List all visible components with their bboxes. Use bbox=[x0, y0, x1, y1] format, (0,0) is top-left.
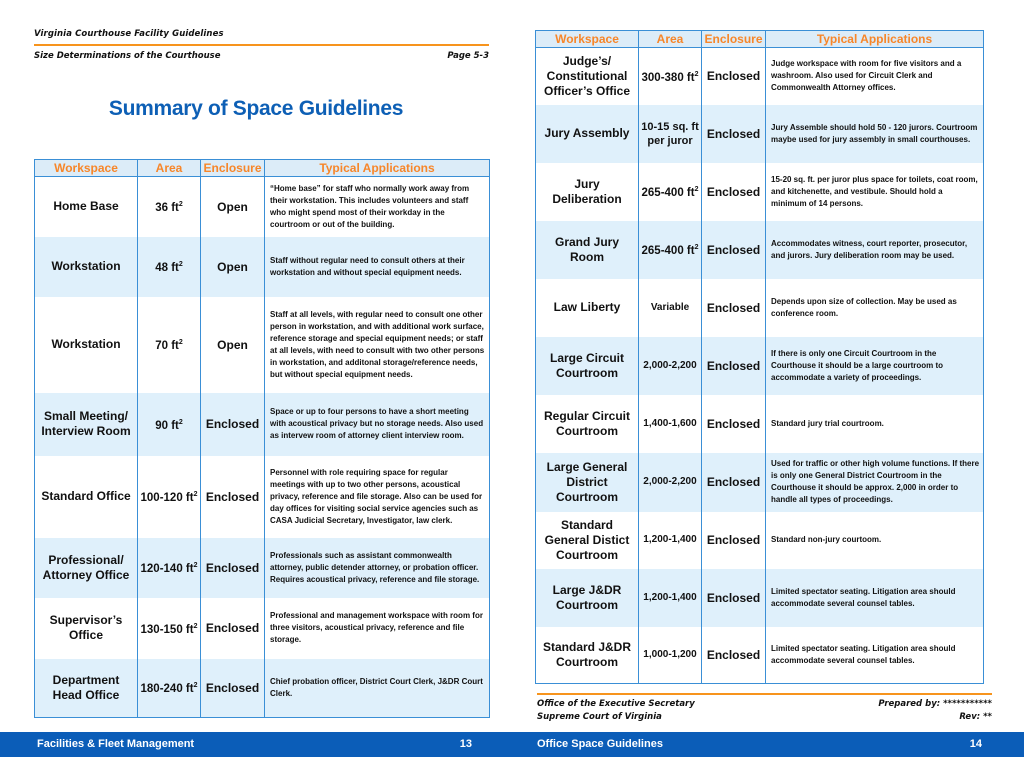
applications-cell: Staff at all levels, with regular need to consult one other person in workstation, and with additional work surface, reference storage and special equipment needs; or staff at all levels, with need to consult with two other persons in workstation, and additonal storage/reference needs, but without special equipment needs. bbox=[265, 297, 490, 393]
workspace-cell: Large Circuit Courtroom bbox=[536, 337, 639, 395]
workspace-cell: Large General District Courtroom bbox=[536, 453, 639, 512]
footer-prepared-by: Prepared by: *********** bbox=[878, 699, 992, 709]
area-value: 90 ft bbox=[155, 419, 179, 432]
area-value: 100-120 ft bbox=[140, 491, 194, 504]
area-cell bbox=[639, 627, 702, 684]
table-row bbox=[35, 393, 490, 456]
applications-cell: Professionals such as assistant commonwealth attorney, public detender attorney, or probation officer. Requires acoustical privacy, reference and file storage. bbox=[265, 538, 490, 598]
applications-cell: Staff without regular need to consult others at their workstation and without special equipment needs. bbox=[265, 237, 490, 297]
page-number: 13 bbox=[459, 738, 472, 750]
workspace-cell: Regular Circuit Courtroom bbox=[536, 395, 639, 453]
footer-revision: Rev: ** bbox=[959, 712, 992, 722]
table-row bbox=[35, 237, 490, 297]
area-cell bbox=[138, 598, 201, 659]
table-row bbox=[536, 569, 984, 627]
applications-cell: Limited spectator seating. Litigation area should accommodate several counsel tables. bbox=[766, 627, 984, 684]
table-row bbox=[35, 538, 490, 598]
section-title: Size Determinations of the Courthouse bbox=[34, 51, 221, 61]
applications-cell: Judge workspace with room for five visitors and a washroom. Also used for Circuit Clerk and Commonwealth Attorney offices. bbox=[766, 48, 984, 105]
footer-band bbox=[0, 732, 512, 757]
footer-court: Supreme Court of Virginia bbox=[537, 712, 662, 722]
enclosure-cell: Enclosed bbox=[201, 598, 265, 659]
workspace-cell: Standard J&DR Courtroom bbox=[536, 627, 639, 684]
area-value: 1,200-1,400 bbox=[643, 591, 697, 603]
column-header-applications: Typical Applications bbox=[265, 160, 490, 177]
workspace-cell: Judge’s/ Constitutional Officer’s Office bbox=[536, 48, 639, 105]
footer-divider bbox=[537, 693, 992, 695]
area-value: 1,200-1,400 bbox=[643, 534, 697, 545]
area-value: 70 ft bbox=[155, 339, 179, 352]
workspace-cell: Small Meeting/ Interview Room bbox=[35, 393, 138, 456]
table-row bbox=[536, 221, 984, 279]
table-row bbox=[35, 177, 490, 237]
table-row bbox=[35, 297, 490, 393]
area-cell bbox=[639, 453, 702, 512]
space-guidelines-table-left bbox=[34, 159, 490, 718]
workspace-cell: Jury Deliberation bbox=[536, 163, 639, 221]
footer-band bbox=[512, 732, 1024, 757]
area-value: 36 ft bbox=[155, 202, 179, 215]
area-unit-superscript: 2 bbox=[178, 261, 183, 269]
area-cell bbox=[639, 221, 702, 279]
workspace-cell: Standard Office bbox=[35, 456, 138, 538]
page-label: Page 5-3 bbox=[447, 51, 489, 61]
applications-cell: Professional and management workspace with room for three visitors, acoustical privacy, reference and file storage. bbox=[265, 598, 490, 659]
table-row bbox=[536, 163, 984, 221]
workspace-cell: Law Liberty bbox=[536, 279, 639, 337]
document-title: Virginia Courthouse Facility Guidelines bbox=[34, 29, 224, 39]
applications-cell: Standard jury trial courtroom. bbox=[766, 395, 984, 453]
enclosure-cell: Enclosed bbox=[702, 279, 766, 337]
enclosure-cell: Enclosed bbox=[702, 48, 766, 105]
table-row bbox=[536, 512, 984, 569]
workspace-cell: Jury Assembly bbox=[536, 105, 639, 163]
applications-cell: Personnel with role requiring space for regular meetings with up to two other persons, acoustical privacy, reference and file storage. Also can be used for day offices for visiting social service agencies such as CASA Judicial Secretary, Investigator, law clerk. bbox=[265, 456, 490, 538]
area-value: 1,000-1,200 bbox=[643, 648, 697, 660]
enclosure-cell: Open bbox=[201, 297, 265, 393]
applications-cell: Limited spectator seating. Litigation area should accommodate several counsel tables. bbox=[766, 569, 984, 627]
area-cell bbox=[138, 659, 201, 718]
area-unit-superscript: 2 bbox=[178, 339, 183, 347]
area-unit-superscript: 2 bbox=[193, 622, 198, 630]
area-unit-superscript: 2 bbox=[193, 562, 198, 570]
enclosure-cell: Enclosed bbox=[702, 221, 766, 279]
enclosure-cell: Enclosed bbox=[702, 627, 766, 684]
footer-office: Office of the Executive Secretary bbox=[537, 699, 695, 709]
workspace-cell: Standard General Distict Courtroom bbox=[536, 512, 639, 569]
area-value: 2,000-2,200 bbox=[643, 359, 697, 371]
applications-cell: Chief probation officer, District Court Clerk, J&DR Court Clerk. bbox=[265, 659, 490, 718]
area-value: 300-380 ft bbox=[641, 71, 695, 84]
page-number: 14 bbox=[969, 738, 982, 750]
applications-cell: 15-20 sq. ft. per juror plus space for toilets, coat room, and kitchenette, and vestibule. Should hold a minimum of 14 persons. bbox=[766, 163, 984, 221]
column-header-applications: Typical Applications bbox=[766, 31, 984, 48]
column-header-workspace: Workspace bbox=[536, 31, 639, 48]
area-cell bbox=[138, 538, 201, 598]
enclosure-cell: Enclosed bbox=[201, 393, 265, 456]
area-value: 180-240 ft bbox=[140, 683, 194, 696]
area-unit-superscript: 2 bbox=[178, 201, 183, 209]
enclosure-cell: Enclosed bbox=[702, 512, 766, 569]
table-row bbox=[536, 48, 984, 105]
table-row bbox=[35, 659, 490, 718]
area-cell bbox=[138, 393, 201, 456]
enclosure-cell: Enclosed bbox=[702, 337, 766, 395]
space-guidelines-table-right bbox=[535, 30, 984, 684]
area-cell bbox=[639, 105, 702, 163]
table-row bbox=[536, 627, 984, 684]
enclosure-cell: Enclosed bbox=[702, 163, 766, 221]
enclosure-cell: Enclosed bbox=[201, 538, 265, 598]
applications-cell: Depends upon size of collection. May be used as conference room. bbox=[766, 279, 984, 337]
area-value: 120-140 ft bbox=[140, 562, 194, 575]
area-unit-superscript: 2 bbox=[694, 70, 699, 78]
area-cell bbox=[639, 279, 702, 337]
column-header-workspace: Workspace bbox=[35, 160, 138, 177]
area-unit-superscript: 2 bbox=[694, 244, 699, 252]
area-unit-superscript: 2 bbox=[193, 491, 198, 499]
applications-cell: Accommodates witness, court reporter, prosecutor, and jurors. Jury deliberation room may be used. bbox=[766, 221, 984, 279]
area-cell bbox=[639, 163, 702, 221]
applications-cell: Standard non-jury courtoom. bbox=[766, 512, 984, 569]
enclosure-cell: Enclosed bbox=[702, 569, 766, 627]
footer-band-label: Office Space Guidelines bbox=[537, 738, 663, 750]
enclosure-cell: Open bbox=[201, 237, 265, 297]
column-header-enclosure: Enclosure bbox=[201, 160, 265, 177]
enclosure-cell: Enclosed bbox=[702, 105, 766, 163]
applications-cell: Jury Assemble should hold 50 - 120 jurors. Courtroom maybe used for jury assembly in small courthouses. bbox=[766, 105, 984, 163]
table-row bbox=[536, 337, 984, 395]
workspace-cell: Grand Jury Room bbox=[536, 221, 639, 279]
table-row bbox=[536, 279, 984, 337]
area-cell bbox=[138, 456, 201, 538]
area-unit-superscript: 2 bbox=[694, 186, 699, 194]
table-row bbox=[536, 453, 984, 512]
enclosure-cell: Open bbox=[201, 177, 265, 237]
area-value: 1,400-1,600 bbox=[643, 417, 697, 429]
area-cell bbox=[138, 297, 201, 393]
workspace-cell: Workstation bbox=[35, 237, 138, 297]
area-value: 2,000-2,200 bbox=[643, 476, 697, 487]
column-header-area: Area bbox=[639, 31, 702, 48]
page-title: Summary of Space Guidelines bbox=[108, 97, 404, 120]
footer-band-label: Facilities & Fleet Management bbox=[37, 738, 195, 750]
table-header-row bbox=[536, 31, 984, 48]
column-header-enclosure: Enclosure bbox=[702, 31, 766, 48]
area-cell bbox=[138, 177, 201, 237]
header-divider bbox=[34, 44, 489, 46]
table-row bbox=[536, 395, 984, 453]
area-unit-superscript: 2 bbox=[193, 682, 198, 690]
area-value: 265-400 ft bbox=[641, 186, 695, 199]
area-cell bbox=[639, 337, 702, 395]
enclosure-cell: Enclosed bbox=[201, 456, 265, 538]
area-cell bbox=[639, 512, 702, 569]
area-cell bbox=[639, 395, 702, 453]
workspace-cell: Professional/ Attorney Office bbox=[35, 538, 138, 598]
enclosure-cell: Enclosed bbox=[702, 395, 766, 453]
table-header-row bbox=[35, 160, 490, 177]
applications-cell: Used for traffic or other high volume functions. If there is only one General District Courtroom in the Courthouse it should be approx. 2,000 in order to handle all types of proceedings. bbox=[766, 453, 984, 512]
workspace-cell: Supervisor’s Office bbox=[35, 598, 138, 659]
workspace-cell: Large J&DR Courtroom bbox=[536, 569, 639, 627]
column-header-area: Area bbox=[138, 160, 201, 177]
area-cell bbox=[639, 48, 702, 105]
area-value: 10-15 sq. ft per juror bbox=[641, 120, 699, 147]
area-cell bbox=[639, 569, 702, 627]
workspace-cell: Workstation bbox=[35, 297, 138, 393]
area-value: 265-400 ft bbox=[641, 244, 695, 257]
area-value: 130-150 ft bbox=[140, 623, 194, 636]
area-cell bbox=[138, 237, 201, 297]
table-row bbox=[536, 105, 984, 163]
applications-cell: If there is only one Circuit Courtroom in the Courthouse it should be a large courtroom to accommodate a variety of proceedings. bbox=[766, 337, 984, 395]
table-row bbox=[35, 598, 490, 659]
area-value: Variable bbox=[650, 301, 690, 313]
workspace-cell: Department Head Office bbox=[35, 659, 138, 718]
enclosure-cell: Enclosed bbox=[201, 659, 265, 718]
area-unit-superscript: 2 bbox=[178, 418, 183, 426]
enclosure-cell: Enclosed bbox=[702, 453, 766, 512]
area-value: 48 ft bbox=[155, 261, 179, 274]
applications-cell: Space or up to four persons to have a short meeting with acoustical privacy but no storage needs. Also used as intervew room of attorney client interview room. bbox=[265, 393, 490, 456]
table-row bbox=[35, 456, 490, 538]
workspace-cell: Home Base bbox=[35, 177, 138, 237]
applications-cell: “Home base” for staff who normally work away from their workstation. This includes volunteers and staff who might spend most of their workday in the courtroom or out of the building. bbox=[265, 177, 490, 237]
